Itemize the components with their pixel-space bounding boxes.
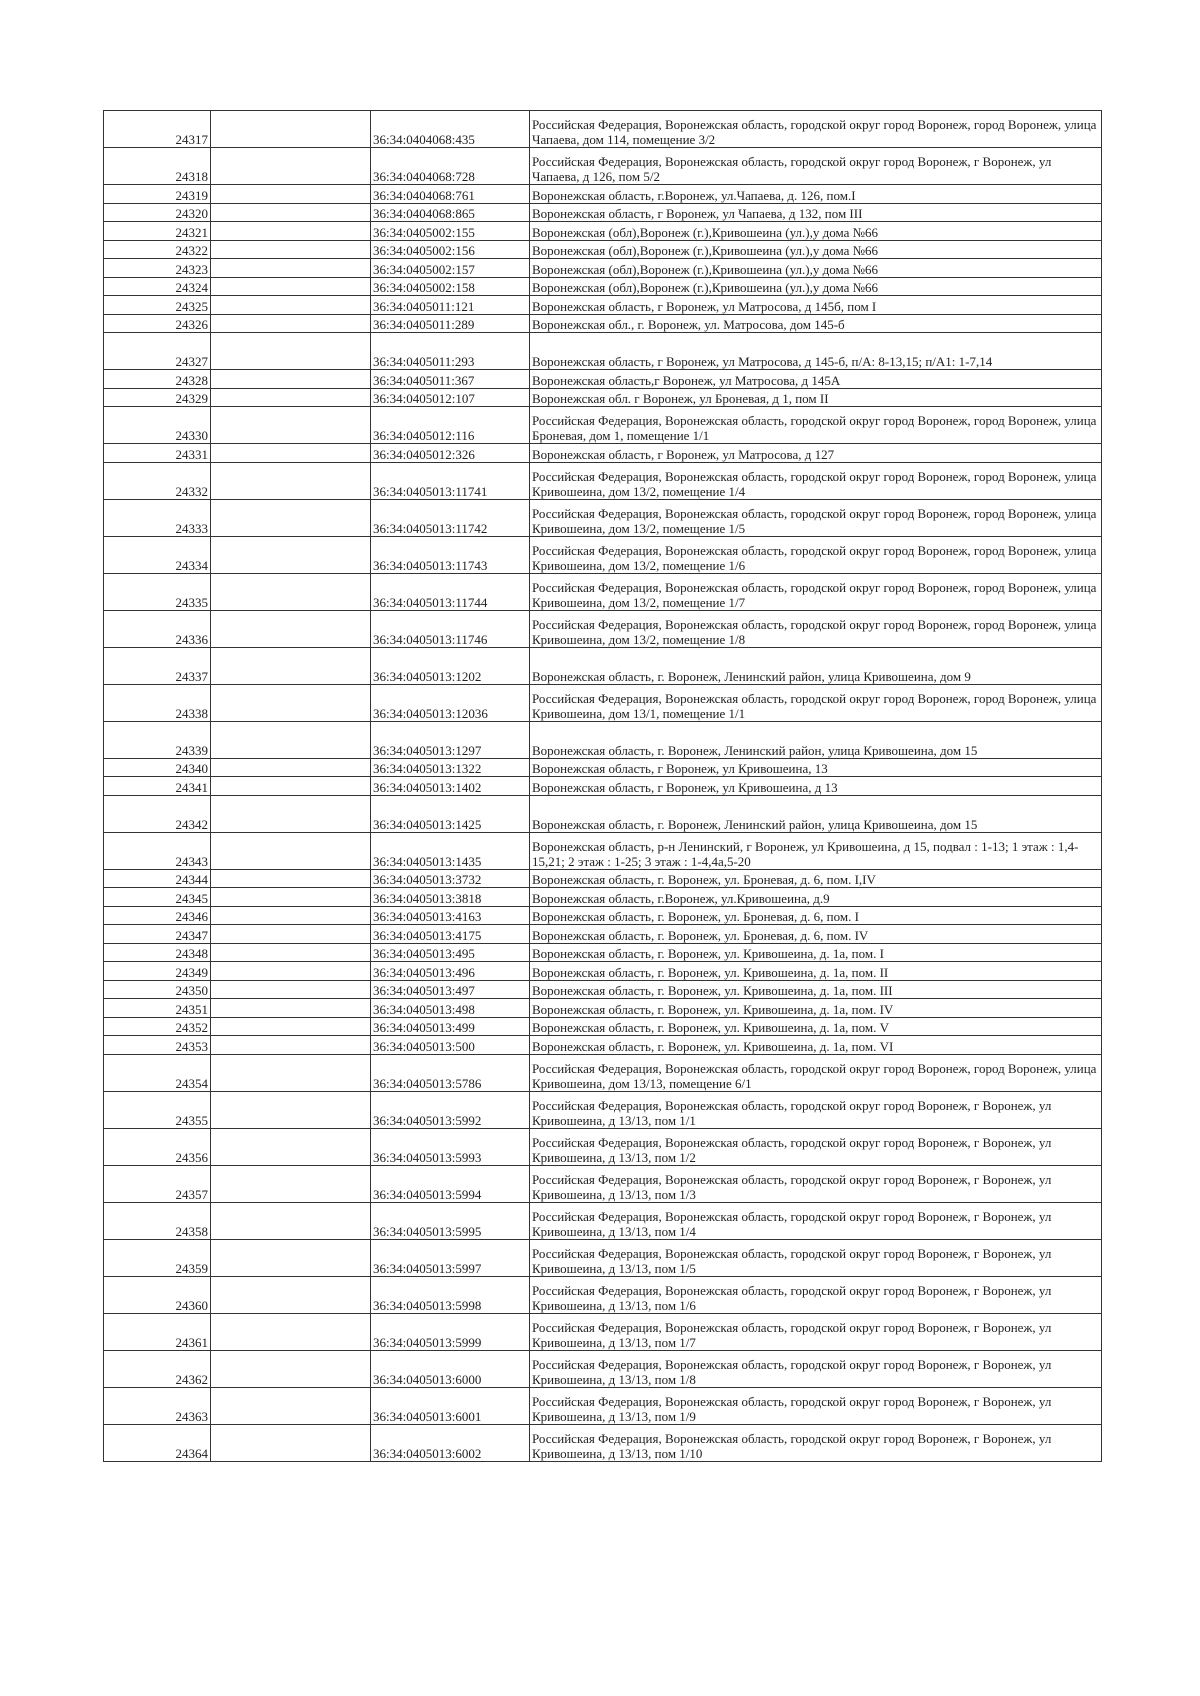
address-cell: Воронежская область, г. Воронеж, ул. Броневая, д. 6, пом. IV [530,925,1102,944]
cadastral-number-cell: 36:34:0405013:5786 [371,1054,530,1091]
empty-cell [211,721,371,758]
address-cell: Российская Федерация, Воронежская область, городской округ город Воронеж, г Воронеж, ул Кривошеина, д 13/13, пом 1/1 [530,1091,1102,1128]
cadastral-number-cell: 36:34:0405013:11744 [371,573,530,610]
table-row [104,758,1102,777]
table-row [104,1128,1102,1165]
table-row [104,925,1102,944]
row-number-cell: 24340 [104,758,211,777]
cadastral-number-cell: 36:34:0405013:495 [371,943,530,962]
table-row [104,1165,1102,1202]
table-row [104,980,1102,999]
cadastral-number-cell: 36:34:0405011:367 [371,370,530,389]
cadastral-number-cell: 36:34:0405013:11742 [371,499,530,536]
address-cell: Российская Федерация, Воронежская область, городской округ город Воронеж, город Воронеж, улица Кривошеина, дом 13/13, помещение 6/1 [530,1054,1102,1091]
row-number-cell: 24360 [104,1276,211,1313]
empty-cell [211,1424,371,1461]
table-body [104,111,1102,1462]
empty-cell [211,370,371,389]
cadastral-number-cell: 36:34:0405013:1322 [371,758,530,777]
cadastral-number-cell: 36:34:0405012:107 [371,388,530,407]
row-number-cell: 24336 [104,610,211,647]
empty-cell [211,647,371,684]
table-row [104,314,1102,333]
row-number-cell: 24325 [104,296,211,315]
address-cell: Воронежская область, г Воронеж, ул Матросова, д 145б, пом I [530,296,1102,315]
address-cell: Российская Федерация, Воронежская область, городской округ город Воронеж, г Воронеж, ул Кривошеина, д 13/13, пом 1/9 [530,1387,1102,1424]
address-cell: Воронежская область, г. Воронеж, ул. Кривошеина, д. 1а, пом. V [530,1017,1102,1036]
cadastral-number-cell: 36:34:0405013:1402 [371,777,530,796]
row-number-cell: 24323 [104,259,211,278]
table-row [104,296,1102,315]
empty-cell [211,1313,371,1350]
row-number-cell: 24348 [104,943,211,962]
cadastral-number-cell: 36:34:0405013:499 [371,1017,530,1036]
empty-cell [211,185,371,204]
table-row [104,148,1102,185]
empty-cell [211,148,371,185]
table-row [104,777,1102,796]
table-row [104,536,1102,573]
empty-cell [211,1054,371,1091]
cadastral-number-cell: 36:34:0405013:11741 [371,462,530,499]
address-cell: Российская Федерация, Воронежская область, городской округ город Воронеж, г Воронеж, ул Кривошеина, д 13/13, пом 1/7 [530,1313,1102,1350]
address-cell: Российская Федерация, Воронежская область, городской округ город Воронеж, г Воронеж, ул Кривошеина, д 13/13, пом 1/8 [530,1350,1102,1387]
cadastral-number-cell: 36:34:0405013:5993 [371,1128,530,1165]
address-cell: Воронежская (обл),Воронеж (г.),Кривошеина (ул.),у дома №66 [530,259,1102,278]
cadastral-number-cell: 36:34:0405013:1297 [371,721,530,758]
table-row [104,1276,1102,1313]
row-number-cell: 24330 [104,407,211,444]
cadastral-number-cell: 36:34:0405013:5998 [371,1276,530,1313]
empty-cell [211,333,371,370]
row-number-cell: 24345 [104,888,211,907]
empty-cell [211,832,371,869]
table-row [104,832,1102,869]
table-row [104,1091,1102,1128]
empty-cell [211,1350,371,1387]
table-row [104,943,1102,962]
address-cell: Российская Федерация, Воронежская область, городской округ город Воронеж, город Воронеж, улица Кривошеина, дом 13/2, помещение 1/8 [530,610,1102,647]
table-row [104,240,1102,259]
row-number-cell: 24341 [104,777,211,796]
address-cell: Воронежская обл., г. Воронеж, ул. Матросова, дом 145-б [530,314,1102,333]
address-cell: Воронежская область, г. Воронеж, ул. Кривошеина, д. 1а, пом. IV [530,999,1102,1018]
address-cell: Воронежская область, г. Воронеж, Ленинский район, улица Кривошеина, дом 15 [530,795,1102,832]
table-row [104,795,1102,832]
row-number-cell: 24320 [104,203,211,222]
table-row [104,111,1102,148]
address-cell: Воронежская обл. г Воронеж, ул Броневая, д 1, пом II [530,388,1102,407]
address-cell: Воронежская область, г Воронеж, ул Матросова, д 127 [530,444,1102,463]
address-cell: Российская Федерация, Воронежская область, городской округ город Воронеж, г Воронеж, ул Чапаева, д 126, пом 5/2 [530,148,1102,185]
address-cell: Воронежская область, г. Воронеж, Ленинский район, улица Кривошеина, дом 9 [530,647,1102,684]
address-cell: Российская Федерация, Воронежская область, городской округ город Воронеж, город Воронеж, улица Кривошеина, дом 13/2, помещение 1/4 [530,462,1102,499]
table-row [104,962,1102,981]
cadastral-number-cell: 36:34:0405013:1435 [371,832,530,869]
empty-cell [211,906,371,925]
row-number-cell: 24364 [104,1424,211,1461]
table-row [104,499,1102,536]
row-number-cell: 24344 [104,869,211,888]
empty-cell [211,758,371,777]
cadastral-number-cell: 36:34:0405013:11746 [371,610,530,647]
row-number-cell: 24350 [104,980,211,999]
table-row [104,999,1102,1018]
cadastral-number-cell: 36:34:0405013:497 [371,980,530,999]
table-row [104,1350,1102,1387]
address-cell: Российская Федерация, Воронежская область, городской округ город Воронеж, город Воронеж, улица Кривошеина, дом 13/2, помещение 1/6 [530,536,1102,573]
cadastral-number-cell: 36:34:0405012:326 [371,444,530,463]
address-cell: Воронежская область, г.Воронеж, ул.Чапаева, д. 126, пом.I [530,185,1102,204]
table-row [104,185,1102,204]
cadastral-number-cell: 36:34:0405013:498 [371,999,530,1018]
empty-cell [211,777,371,796]
table-row [104,333,1102,370]
cadastral-number-cell: 36:34:0405013:3732 [371,869,530,888]
empty-cell [211,684,371,721]
row-number-cell: 24337 [104,647,211,684]
empty-cell [211,1387,371,1424]
row-number-cell: 24353 [104,1036,211,1055]
empty-cell [211,795,371,832]
table-row [104,370,1102,389]
row-number-cell: 24338 [104,684,211,721]
row-number-cell: 24359 [104,1239,211,1276]
row-number-cell: 24346 [104,906,211,925]
row-number-cell: 24318 [104,148,211,185]
table-row [104,444,1102,463]
row-number-cell: 24343 [104,832,211,869]
address-cell: Российская Федерация, Воронежская область, городской округ город Воронеж, г Воронеж, ул Кривошеина, д 13/13, пом 1/6 [530,1276,1102,1313]
address-cell: Воронежская область, г.Воронеж, ул.Кривошеина, д.9 [530,888,1102,907]
cadastral-number-cell: 36:34:0405013:1425 [371,795,530,832]
cadastral-number-cell: 36:34:0404068:435 [371,111,530,148]
table-row [104,407,1102,444]
empty-cell [211,499,371,536]
cadastral-number-cell: 36:34:0405013:5992 [371,1091,530,1128]
empty-cell [211,980,371,999]
row-number-cell: 24322 [104,240,211,259]
address-cell: Воронежская область, г. Воронеж, ул. Кривошеина, д. 1а, пом. VI [530,1036,1102,1055]
table-row [104,1017,1102,1036]
address-cell: Российская Федерация, Воронежская область, городской округ город Воронеж, город Воронеж, улица Чапаева, дом 114, помещение 3/2 [530,111,1102,148]
row-number-cell: 24356 [104,1128,211,1165]
empty-cell [211,1202,371,1239]
row-number-cell: 24329 [104,388,211,407]
cadastral-number-cell: 36:34:0405013:5999 [371,1313,530,1350]
cadastral-number-cell: 36:34:0404068:761 [371,185,530,204]
address-cell: Российская Федерация, Воронежская область, городской округ город Воронеж, г Воронеж, ул Кривошеина, д 13/13, пом 1/3 [530,1165,1102,1202]
row-number-cell: 24339 [104,721,211,758]
row-number-cell: 24334 [104,536,211,573]
address-cell: Воронежская (обл),Воронеж (г.),Кривошеина (ул.),у дома №66 [530,277,1102,296]
table-row [104,259,1102,278]
address-cell: Российская Федерация, Воронежская область, городской округ город Воронеж, г Воронеж, ул Кривошеина, д 13/13, пом 1/4 [530,1202,1102,1239]
empty-cell [211,536,371,573]
address-cell: Воронежская область, г. Воронеж, ул. Кривошеина, д. 1а, пом. I [530,943,1102,962]
property-register-table [103,110,1102,1462]
row-number-cell: 24352 [104,1017,211,1036]
table-row [104,1239,1102,1276]
cadastral-number-cell: 36:34:0405013:6001 [371,1387,530,1424]
table-row [104,462,1102,499]
table-row [104,1424,1102,1461]
row-number-cell: 24328 [104,370,211,389]
empty-cell [211,869,371,888]
cadastral-number-cell: 36:34:0405013:496 [371,962,530,981]
row-number-cell: 24335 [104,573,211,610]
empty-cell [211,277,371,296]
address-cell: Российская Федерация, Воронежская область, городской округ город Воронеж, город Воронеж, улица Броневая, дом 1, помещение 1/1 [530,407,1102,444]
table-row [104,1054,1102,1091]
empty-cell [211,962,371,981]
cadastral-number-cell: 36:34:0405011:121 [371,296,530,315]
empty-cell [211,240,371,259]
empty-cell [211,462,371,499]
empty-cell [211,1128,371,1165]
address-cell: Российская Федерация, Воронежская область, городской округ город Воронеж, г Воронеж, ул Кривошеина, д 13/13, пом 1/10 [530,1424,1102,1461]
table-row [104,1313,1102,1350]
table-row [104,610,1102,647]
cadastral-number-cell: 36:34:0405002:155 [371,222,530,241]
cadastral-number-cell: 36:34:0405013:6000 [371,1350,530,1387]
row-number-cell: 24331 [104,444,211,463]
cadastral-number-cell: 36:34:0405013:5994 [371,1165,530,1202]
empty-cell [211,610,371,647]
empty-cell [211,1091,371,1128]
row-number-cell: 24317 [104,111,211,148]
empty-cell [211,296,371,315]
table-row [104,573,1102,610]
cadastral-number-cell: 36:34:0404068:865 [371,203,530,222]
address-cell: Воронежская (обл),Воронеж (г.),Кривошеина (ул.),у дома №66 [530,240,1102,259]
table-row [104,721,1102,758]
table-row [104,869,1102,888]
row-number-cell: 24351 [104,999,211,1018]
empty-cell [211,943,371,962]
empty-cell [211,1165,371,1202]
address-cell: Воронежская область, г. Воронеж, ул. Кривошеина, д. 1а, пом. III [530,980,1102,999]
row-number-cell: 24362 [104,1350,211,1387]
cadastral-number-cell: 36:34:0405013:4163 [371,906,530,925]
cadastral-number-cell: 36:34:0405011:293 [371,333,530,370]
row-number-cell: 24357 [104,1165,211,1202]
row-number-cell: 24324 [104,277,211,296]
address-cell: Воронежская область, г. Воронеж, ул. Броневая, д. 6, пом. I [530,906,1102,925]
cadastral-number-cell: 36:34:0405002:157 [371,259,530,278]
address-cell: Воронежская область, г Воронеж, ул Матросова, д 145-б, п/А: 8-13,15; п/А1: 1-7,14 [530,333,1102,370]
table-row [104,222,1102,241]
empty-cell [211,1276,371,1313]
address-cell: Российская Федерация, Воронежская область, городской округ город Воронеж, город Воронеж, улица Кривошеина, дом 13/1, помещение 1/1 [530,684,1102,721]
empty-cell [211,203,371,222]
address-cell: Воронежская область, г Воронеж, ул Чапаева, д 132, пом III [530,203,1102,222]
cadastral-number-cell: 36:34:0405013:1202 [371,647,530,684]
table-row [104,277,1102,296]
row-number-cell: 24354 [104,1054,211,1091]
row-number-cell: 24347 [104,925,211,944]
row-number-cell: 24319 [104,185,211,204]
row-number-cell: 24321 [104,222,211,241]
empty-cell [211,888,371,907]
table-row [104,906,1102,925]
address-cell: Российская Федерация, Воронежская область, городской округ город Воронеж, г Воронеж, ул Кривошеина, д 13/13, пом 1/5 [530,1239,1102,1276]
address-cell: Воронежская область, г. Воронеж, ул. Броневая, д. 6, пом. I,IV [530,869,1102,888]
address-cell: Воронежская (обл),Воронеж (г.),Кривошеина (ул.),у дома №66 [530,222,1102,241]
empty-cell [211,1036,371,1055]
address-cell: Воронежская область, г Воронеж, ул Кривошеина, д 13 [530,777,1102,796]
empty-cell [211,444,371,463]
address-cell: Воронежская область, р-н Ленинский, г Воронеж, ул Кривошеина, д 15, подвал : 1-13; 1 этаж : 1,4-15,21; 2 этаж : 1-25; 3 этаж : 1-4,4а,5-20 [530,832,1102,869]
address-cell: Российская Федерация, Воронежская область, городской округ город Воронеж, город Воронеж, улица Кривошеина, дом 13/2, помещение 1/5 [530,499,1102,536]
empty-cell [211,1239,371,1276]
cadastral-number-cell: 36:34:0405013:4175 [371,925,530,944]
table-row [104,1202,1102,1239]
cadastral-number-cell: 36:34:0405011:289 [371,314,530,333]
table-row [104,647,1102,684]
empty-cell [211,388,371,407]
table-row [104,1387,1102,1424]
table-row [104,684,1102,721]
row-number-cell: 24327 [104,333,211,370]
empty-cell [211,1017,371,1036]
address-cell: Российская Федерация, Воронежская область, городской округ город Воронеж, г Воронеж, ул Кривошеина, д 13/13, пом 1/2 [530,1128,1102,1165]
row-number-cell: 24326 [104,314,211,333]
empty-cell [211,314,371,333]
row-number-cell: 24332 [104,462,211,499]
address-cell: Воронежская область, г. Воронеж, ул. Кривошеина, д. 1а, пом. II [530,962,1102,981]
table-row [104,203,1102,222]
cadastral-number-cell: 36:34:0404068:728 [371,148,530,185]
address-cell: Воронежская область,г Воронеж, ул Матросова, д 145А [530,370,1102,389]
cadastral-number-cell: 36:34:0405002:156 [371,240,530,259]
table-row [104,1036,1102,1055]
row-number-cell: 24342 [104,795,211,832]
table-row [104,888,1102,907]
cadastral-number-cell: 36:34:0405013:500 [371,1036,530,1055]
empty-cell [211,573,371,610]
row-number-cell: 24358 [104,1202,211,1239]
cadastral-number-cell: 36:34:0405012:116 [371,407,530,444]
cadastral-number-cell: 36:34:0405013:12036 [371,684,530,721]
empty-cell [211,999,371,1018]
empty-cell [211,111,371,148]
empty-cell [211,407,371,444]
empty-cell [211,925,371,944]
row-number-cell: 24333 [104,499,211,536]
empty-cell [211,259,371,278]
address-cell: Воронежская область, г Воронеж, ул Кривошеина, 13 [530,758,1102,777]
cadastral-number-cell: 36:34:0405013:6002 [371,1424,530,1461]
empty-cell [211,222,371,241]
table-row [104,388,1102,407]
row-number-cell: 24355 [104,1091,211,1128]
address-cell: Воронежская область, г. Воронеж, Ленинский район, улица Кривошеина, дом 15 [530,721,1102,758]
cadastral-number-cell: 36:34:0405013:3818 [371,888,530,907]
address-cell: Российская Федерация, Воронежская область, городской округ город Воронеж, город Воронеж, улица Кривошеина, дом 13/2, помещение 1/7 [530,573,1102,610]
row-number-cell: 24363 [104,1387,211,1424]
cadastral-number-cell: 36:34:0405002:158 [371,277,530,296]
cadastral-number-cell: 36:34:0405013:5997 [371,1239,530,1276]
row-number-cell: 24349 [104,962,211,981]
cadastral-number-cell: 36:34:0405013:5995 [371,1202,530,1239]
cadastral-number-cell: 36:34:0405013:11743 [371,536,530,573]
row-number-cell: 24361 [104,1313,211,1350]
